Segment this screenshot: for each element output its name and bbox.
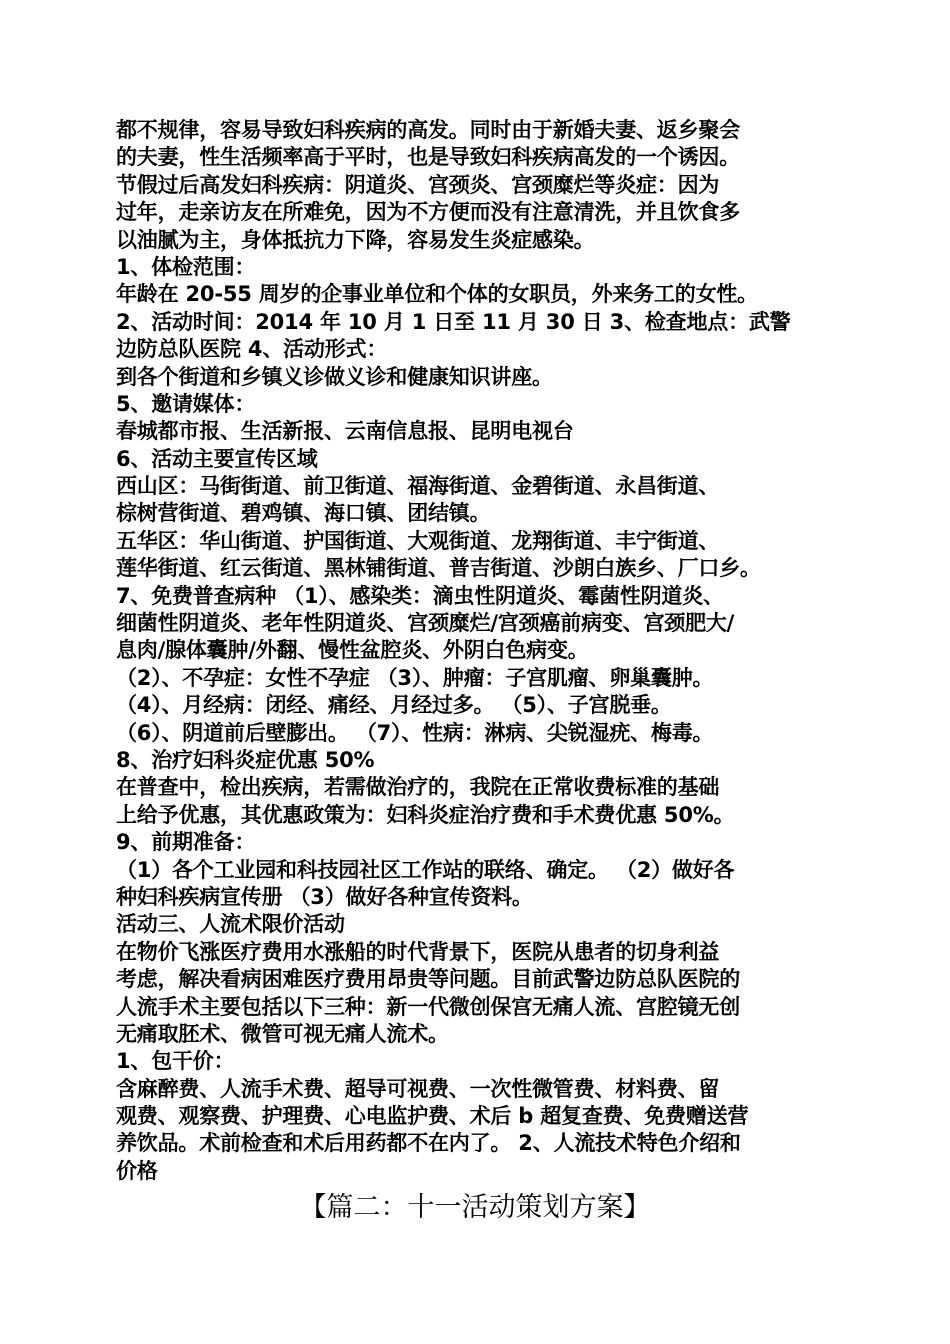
text-line: 养饮品。术前检查和术后用药都不在内了。 2、人流技术特色介绍和 [116, 1131, 741, 1156]
text-line: 考虑，解决看病困难医疗费用昂贵等问题。目前武警边防总队医院的 [116, 967, 740, 992]
text-line: 在普查中，检出疾病，若需做治疗的，我院在正常收费标准的基础 [116, 775, 720, 800]
text-line: 边防总队医院 4、活动形式： [116, 337, 388, 362]
text-line: （2）、不孕症：女性不孕症 （3）、肿瘤：子宫肌瘤、卵巢囊肿。 [116, 665, 714, 690]
text-line: 到各个街道和乡镇义诊做义诊和健康知识讲座。 [116, 364, 553, 389]
text-line: 以油腻为主，身体抵抗力下降，容易发生炎症感染。 [116, 227, 595, 252]
text-line: 上给予优惠，其优惠政策为：妇科炎症治疗费和手术费优惠 50%。 [116, 802, 735, 827]
text-line: 年龄在 20-55 周岁的企事业单位和个体的女职员，外来务工的女性。 [116, 282, 758, 307]
text-line: 春城都市报、生活新报、云南信息报、昆明电视台 [116, 419, 574, 444]
text-line: （4）、月经病：闭经、痛经、月经过多。 （5）、子宫脱垂。 [116, 693, 672, 718]
section-heading: 【篇二：十一活动策划方案】 [299, 1192, 651, 1223]
document-body [116, 117, 846, 1185]
text-line: 过年，走亲访友在所难免，因为不方便而没有注意清洗，并且饮食多 [116, 200, 740, 225]
text-line: 7、免费普查病种 （1）、感染类：滴虫性阴道炎、霉菌性阴道炎、 [116, 583, 724, 608]
text-line: 棕树营街道、碧鸡镇、海口镇、团结镇。 [116, 501, 491, 526]
text-line: 价格 [116, 1158, 158, 1183]
text-line: 观费、观察费、护理费、心电监护费、术后 b 超复查费、免费赠送营 [116, 1104, 749, 1129]
text-line: 节假过后高发妇科疾病：阴道炎、宫颈炎、宫颈糜烂等炎症：因为 [116, 172, 720, 197]
text-line: 人流手术主要包括以下三种：新一代微创保宫无痛人流、宫腔镜无创 [116, 994, 740, 1019]
text-line: （6）、阴道前后壁膨出。 （7）、性病：淋病、尖锐湿疣、梅毒。 [116, 720, 714, 745]
text-line: 8、治疗妇科炎症优惠 50% [116, 747, 375, 772]
text-line: 1、包干价： [116, 1049, 235, 1074]
text-line: 的夫妻，性生活频率高于平时，也是导致妇科疾病高发的一个诱因。 [116, 145, 740, 170]
text-line: 都不规律，容易导致妇科疾病的高发。同时由于新婚夫妻、返乡聚会 [116, 118, 740, 142]
text-line: 5、邀请媒体： [116, 391, 256, 416]
text-line: 9、前期准备： [116, 830, 256, 855]
text-line: 无痛取胚术、微管可视无痛人流术。 [116, 1021, 449, 1046]
text-line: 2、活动时间：2014 年 10 月 1 日至 11 月 30 日 3、检查地点：武警 [116, 309, 791, 334]
text-line: 含麻醉费、人流手术费、超导可视费、一次性微管费、材料费、留 [116, 1076, 720, 1101]
text-line: 1、体检范围： [116, 254, 256, 279]
text-line: 息肉/腺体囊肿/外翻、慢性盆腔炎、外阴白色病变。 [116, 638, 589, 663]
text-line: 细菌性阴道炎、老年性阴道炎、宫颈糜烂/宫颈癌前病变、宫颈肥大/ [116, 611, 735, 636]
text-line: 莲华街道、红云街道、黑林铺街道、普吉街道、沙朗白族乡、厂口乡。 [116, 556, 761, 581]
text-line: 种妇科疾病宣传册 （3）做好各种宣传资料。 [116, 884, 533, 909]
text-line: 在物价飞涨医疗费用水涨船的时代背景下，医院从患者的切身利益 [116, 939, 720, 964]
text-line: 6、活动主要宣传区域 [116, 446, 318, 471]
text-line: 活动三、人流术限价活动 [116, 912, 345, 937]
text-line: 西山区：马街街道、前卫街道、福海街道、金碧街道、永昌街道、 [116, 474, 720, 499]
text-line: （1）各个工业园和科技园社区工作站的联络、确定。 （2）做好各 [116, 857, 735, 882]
text-line: 五华区：华山街道、护国街道、大观街道、龙翔街道、丰宁街道、 [116, 528, 720, 553]
